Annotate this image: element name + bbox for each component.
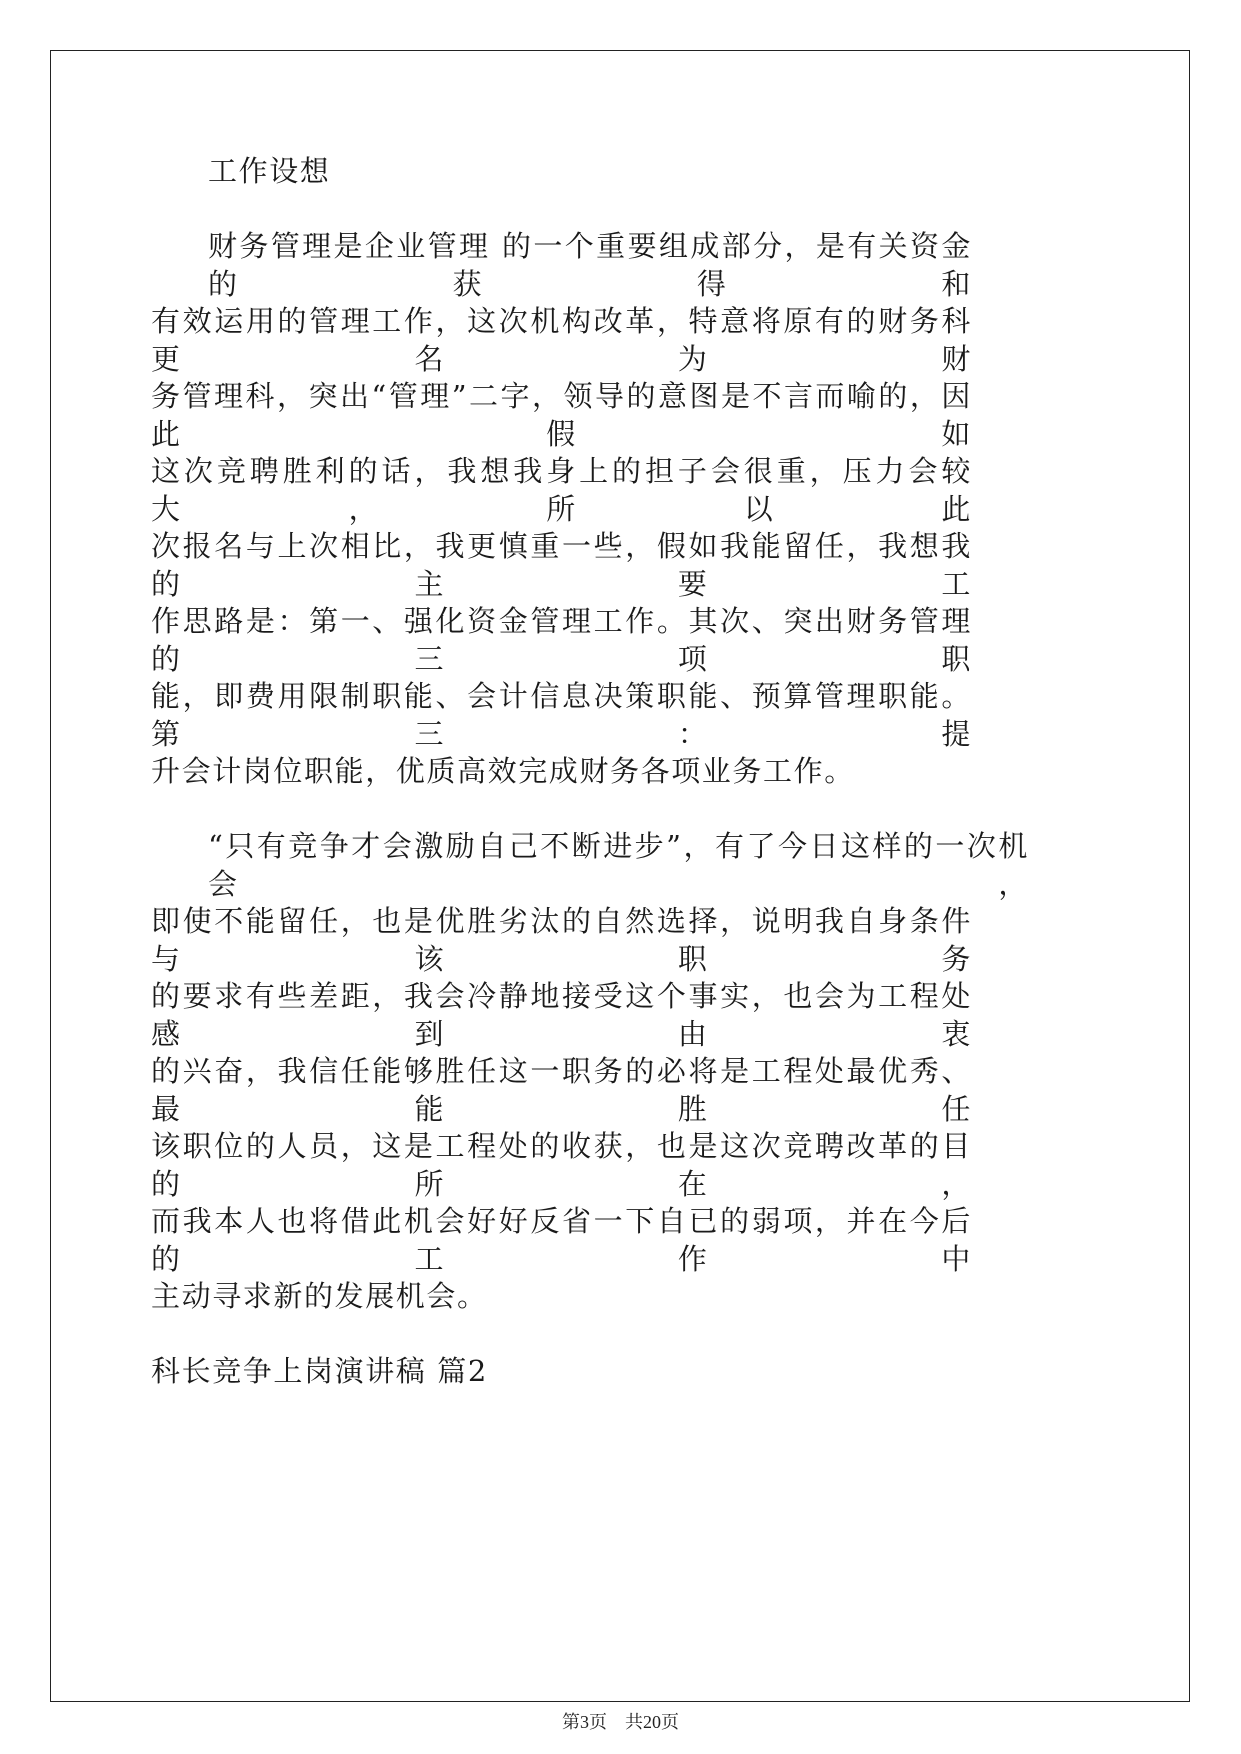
paragraph-line: 而我本人也将借此机会好好反省一下自已的弱项，并在今后的工作中 bbox=[151, 1204, 972, 1276]
paragraph-line: 的要求有些差距，我会冷静地接受这个事实，也会为工程处感到由衷 bbox=[151, 979, 972, 1051]
section-heading: 工作设想 bbox=[208, 154, 331, 188]
paragraph-line: 该职位的人员，这是工程处的收获，也是这次竞聘改革的目的所在， bbox=[151, 1129, 972, 1201]
paragraph-line: 这次竞聘胜利的话，我想我身上的担子会很重，压力会较大，所以此 bbox=[151, 454, 972, 526]
paragraph-line: 主动寻求新的发展机会。 bbox=[151, 1279, 488, 1313]
paragraph-line: 的兴奋，我信任能够胜任这一职务的必将是工程处最优秀、最能胜任 bbox=[151, 1054, 972, 1126]
paragraph-line: 有效运用的管理工作，这次机构改革，特意将原有的财务科更名为财 bbox=[151, 304, 972, 376]
paragraph-line: 能，即费用限制职能、会计信息决策职能、预算管理职能。第三：提 bbox=[151, 679, 972, 751]
article-title: 科长竞争上岗演讲稿 篇2 bbox=[151, 1354, 488, 1388]
paragraph-line: 次报名与上次相比，我更慎重一些，假如我能留任，我想我的主要工 bbox=[151, 529, 972, 601]
paragraph-line: 即使不能留任，也是优胜劣汰的自然选择，说明我自身条件与该职务 bbox=[151, 904, 972, 976]
paragraph-line: “只有竞争才会激励自己不断进步”，有了今日这样的一次机会， bbox=[208, 829, 1029, 901]
paragraph-line: 作思路是：第一、强化资金管理工作。其次、突出财务管理的三项职 bbox=[151, 604, 972, 676]
page-number: 第3页 共20页 bbox=[562, 1712, 679, 1732]
paragraph-line: 财务管理是企业管理 的一个重要组成部分，是有关资金的获得和 bbox=[208, 229, 972, 301]
paragraph-line: 务管理科，突出“管理”二字，领导的意图是不言而喻的，因此假如 bbox=[151, 379, 972, 451]
paragraph-line: 升会计岗位职能，优质高效完成财务各项业务工作。 bbox=[151, 754, 855, 788]
